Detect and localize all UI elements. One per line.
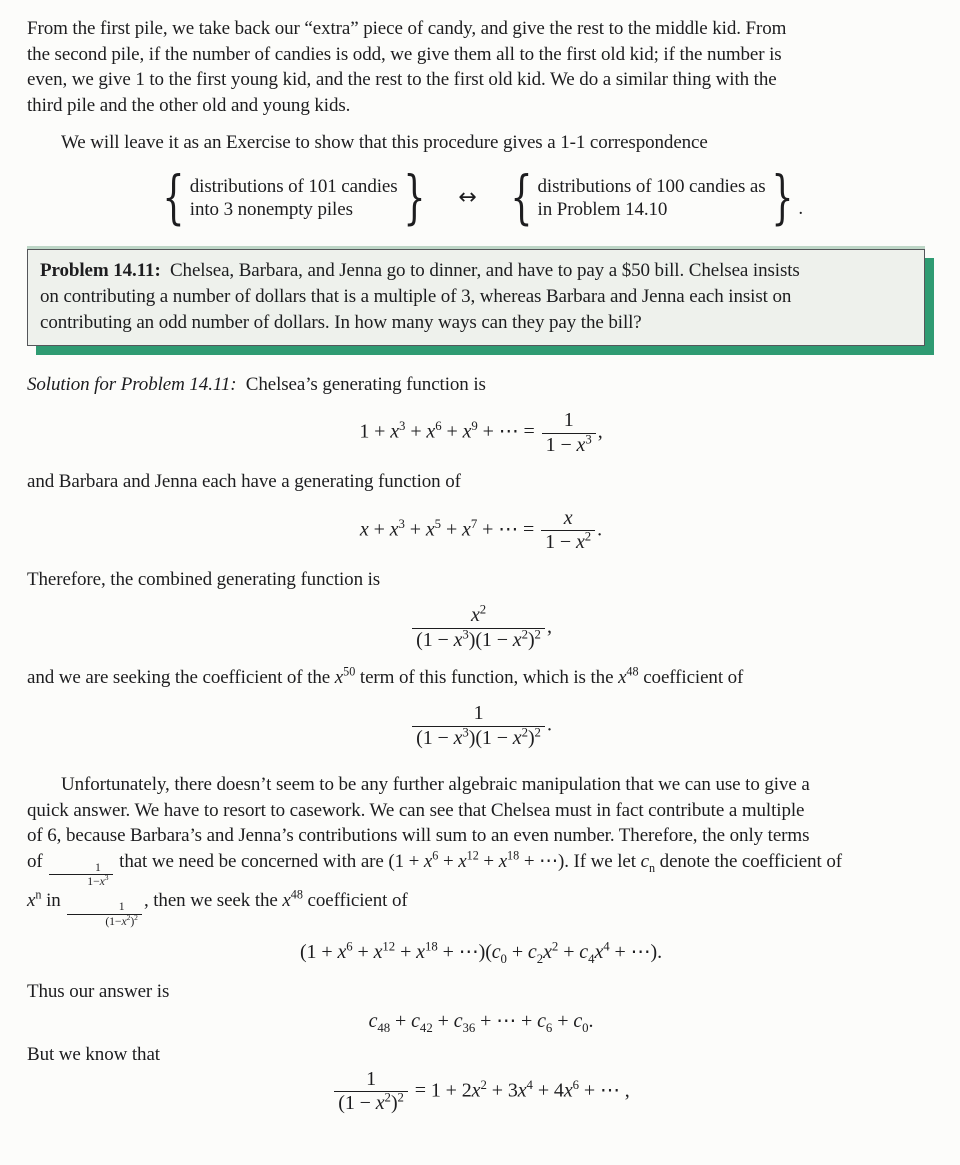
correspondence-left-text: distributions of 101 candies into 3 nonempty piles xyxy=(189,175,398,220)
close-brace: } xyxy=(770,162,794,231)
textbook-page xyxy=(27,16,935,1116)
problem-box-inner xyxy=(27,249,925,346)
paragraph-exercise-note: We will leave it as an Exercise to show that this procedure gives a 1-1 correspondence xyxy=(61,132,708,153)
text-barbara-jenna-gf: and Barbara and Jenna each have a generating function of xyxy=(27,471,461,493)
equation-answer-sum: $c_{48} + c_{42} + c_{36}$ + ⋯ + $c_6 + c_0$. xyxy=(368,1009,594,1035)
bidirectional-arrow-icon: ↔ xyxy=(458,184,477,210)
equation-combined-gf: $\frac{x^2}{(1 - x^3)(1 - x^2)^2}$ , xyxy=(27,604,935,652)
problem-box xyxy=(27,246,925,346)
correspondence-period: . xyxy=(798,198,804,219)
problem-statement-text: Problem 14.11: Chelsea, Barbara, and Jenna go to dinner, and have to pay a $50 bill. Chelsea insists on contributing a number of dollars that is a multiple of 3, whereas Barbara and Jenna each insist on contributing an odd number of dollars. In how many ways can they pay the bill? xyxy=(40,259,800,333)
open-brace: { xyxy=(162,162,185,231)
paragraph-candy-procedure: From the first pile, we take back our “extra” piece of candy, and give the rest to the middle kid. From the second pile, if the number of candies is odd, we give them all to the first old kid; if the number is even, we give 1 to the first young kid, and the rest to the first old kid. We do a similar thing with the third pile and the other old and young kids. xyxy=(27,18,787,116)
text-therefore-combined: Therefore, the combined generating function is xyxy=(27,568,381,590)
equation-known-expansion: $\frac{1}{(1 - x^2)^2}$ = $1 + 2x^2 + 3x^4 + 4x^6$ + ⋯ , xyxy=(27,1068,935,1116)
equation-chelsea-gf: $1 + x^3 + x^6 + x^9$ + ⋯ = $\frac{1}{1 - x^3}$ , xyxy=(359,409,603,456)
equation-product-series: ($1 + x^6 + x^{12} + x^{18}$ + $\cdots)(c_0 + c_2x^2 + c_4x^4$ + ⋯). xyxy=(299,939,662,966)
text-but-we-know: But we know that xyxy=(27,1044,160,1066)
close-brace: } xyxy=(402,162,425,231)
paragraph-casework: Unfortunately, there doesn’t seem to be any further algebraic manipulation that we can use to give a quick answer. We have to resort to casework. We can see that Chelsea must in fact contribute a multiple of 6, because Barbara’s and Jenna’s contributions will sum to an even number. Therefore, the only terms of $\frac{1}{1-x^3}$ that we need be concerned with are ($1 + x^6 + x^{12} + x^{18}$ + ⋯). If we let $c_n$ denote the coefficient of $x^n$ in $\frac{1}{(1-x^2)^2}$ , then we seek the $x^{48}$ coefficient of xyxy=(27,774,842,928)
text-seeking-coefficient: and we are seeking the coefficient of the $x^{50}$ term of this function, which is the $x^{48}$ coefficient of xyxy=(27,664,744,688)
correspondence-display xyxy=(27,162,935,231)
open-brace: { xyxy=(510,162,533,231)
correspondence-right-text: distributions of 100 candies as in Problem 14.10 xyxy=(537,175,766,220)
equation-barbara-jenna-gf: $x + x^3 + x^5 + x^7$ + ⋯ = $\frac{x}{1 - x^2}$ . xyxy=(359,506,603,554)
text-thus-answer: Thus our answer is xyxy=(27,981,170,1003)
equation-coefficient-target: $\frac{1}{(1 - x^3)(1 - x^2)^2}$ . xyxy=(27,702,935,750)
solution-intro: Solution for Problem 14.11: Chelsea’s generating function is xyxy=(27,373,486,395)
